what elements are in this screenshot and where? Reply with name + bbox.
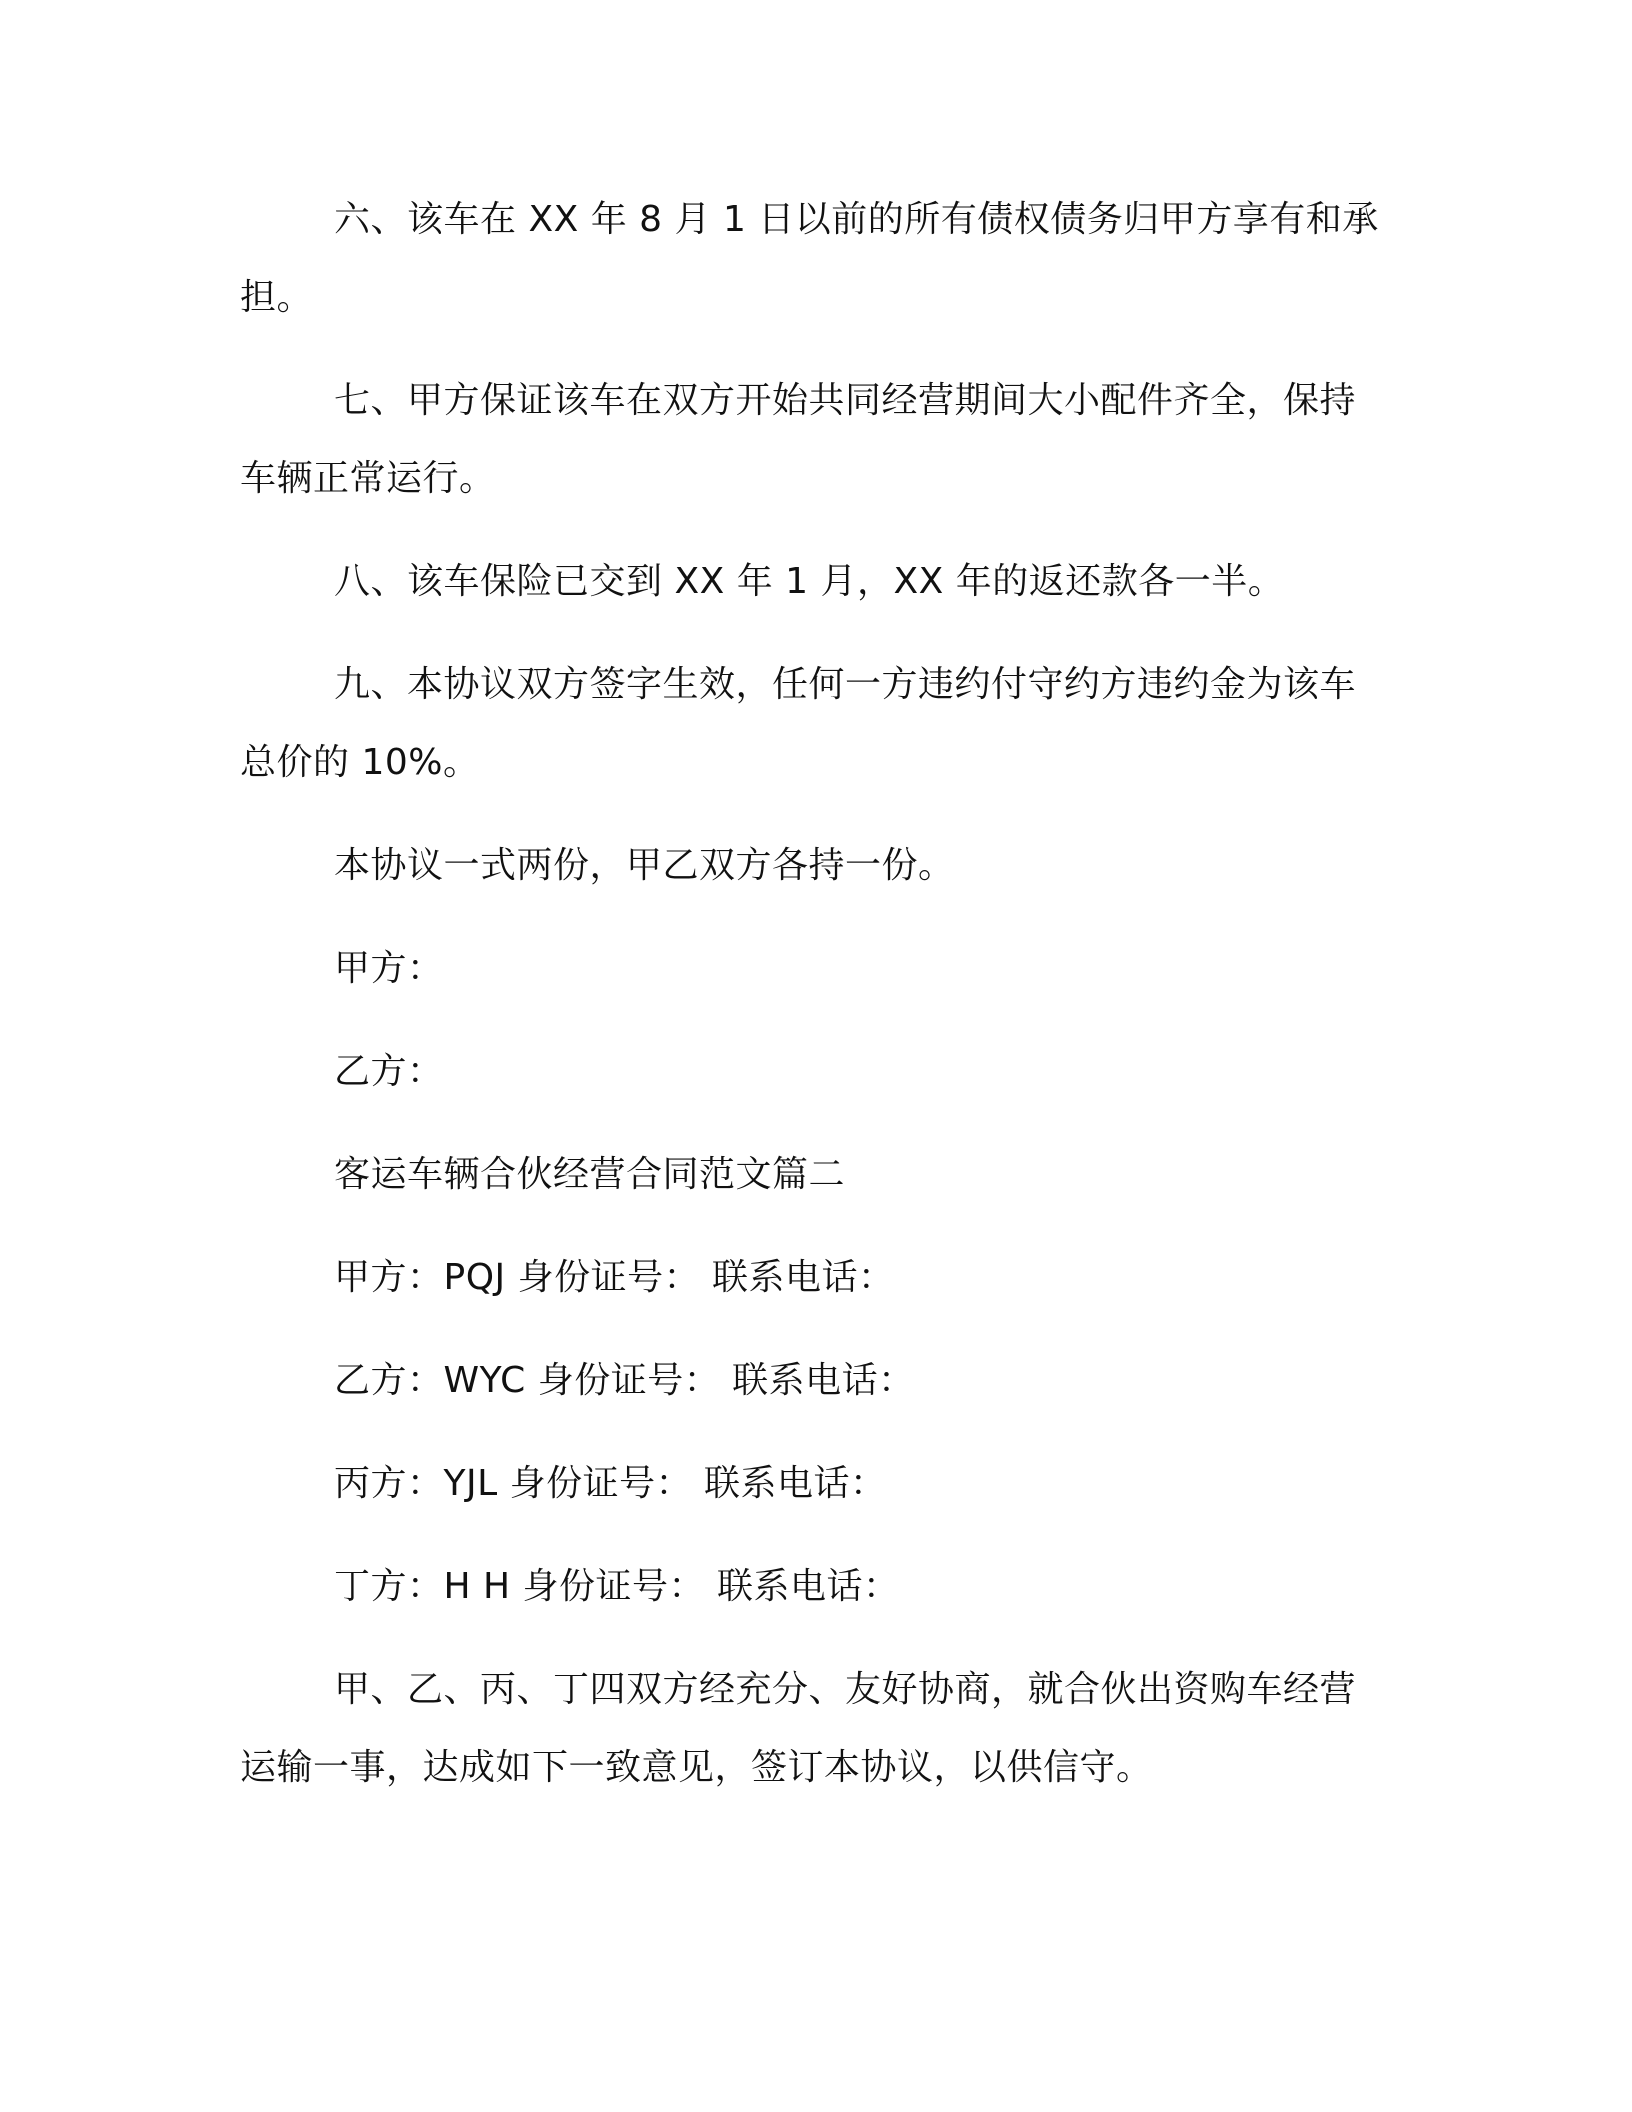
party-b-signature: 乙方： xyxy=(334,1051,444,1092)
clause-seven-line-1: 七、甲方保证该车在双方开始共同经营期间大小配件齐全，保持 xyxy=(334,380,1357,421)
party-a-signature: 甲方： xyxy=(334,948,444,989)
agreement-intro-line-1: 甲、乙、丙、丁四双方经充分、友好协商，就合伙出资购车经营 xyxy=(334,1669,1357,1710)
section-title: 客运车辆合伙经营合同范文篇二 xyxy=(334,1154,846,1195)
clause-seven-line-2: 车辆正常运行。 xyxy=(240,458,496,499)
party-b-info: 乙方：WYC 身份证号： 联系电话： xyxy=(334,1360,915,1401)
clause-six-line-1: 六、该车在 XX 年 8 月 1 日以前的所有债权债务归甲方享有和承 xyxy=(334,199,1379,240)
clause-six-line-2: 担。 xyxy=(240,277,314,318)
clause-eight: 八、该车保险已交到 XX 年 1 月，XX 年的返还款各一半。 xyxy=(334,561,1285,602)
party-d-info: 丁方：H H 身份证号： 联系电话： xyxy=(334,1566,900,1607)
party-a-info: 甲方：PQJ 身份证号： 联系电话： xyxy=(334,1257,895,1298)
agreement-intro-line-2: 运输一事，达成如下一致意见，签订本协议，以供信守。 xyxy=(240,1747,1153,1788)
clause-nine-line-2: 总价的 10%。 xyxy=(240,742,480,783)
party-c-info: 丙方：YJL 身份证号： 联系电话： xyxy=(334,1463,887,1504)
clause-nine-line-1: 九、本协议双方签字生效，任何一方违约付守约方违约金为该车 xyxy=(334,664,1357,705)
copies-statement: 本协议一式两份，甲乙双方各持一份。 xyxy=(334,845,955,886)
